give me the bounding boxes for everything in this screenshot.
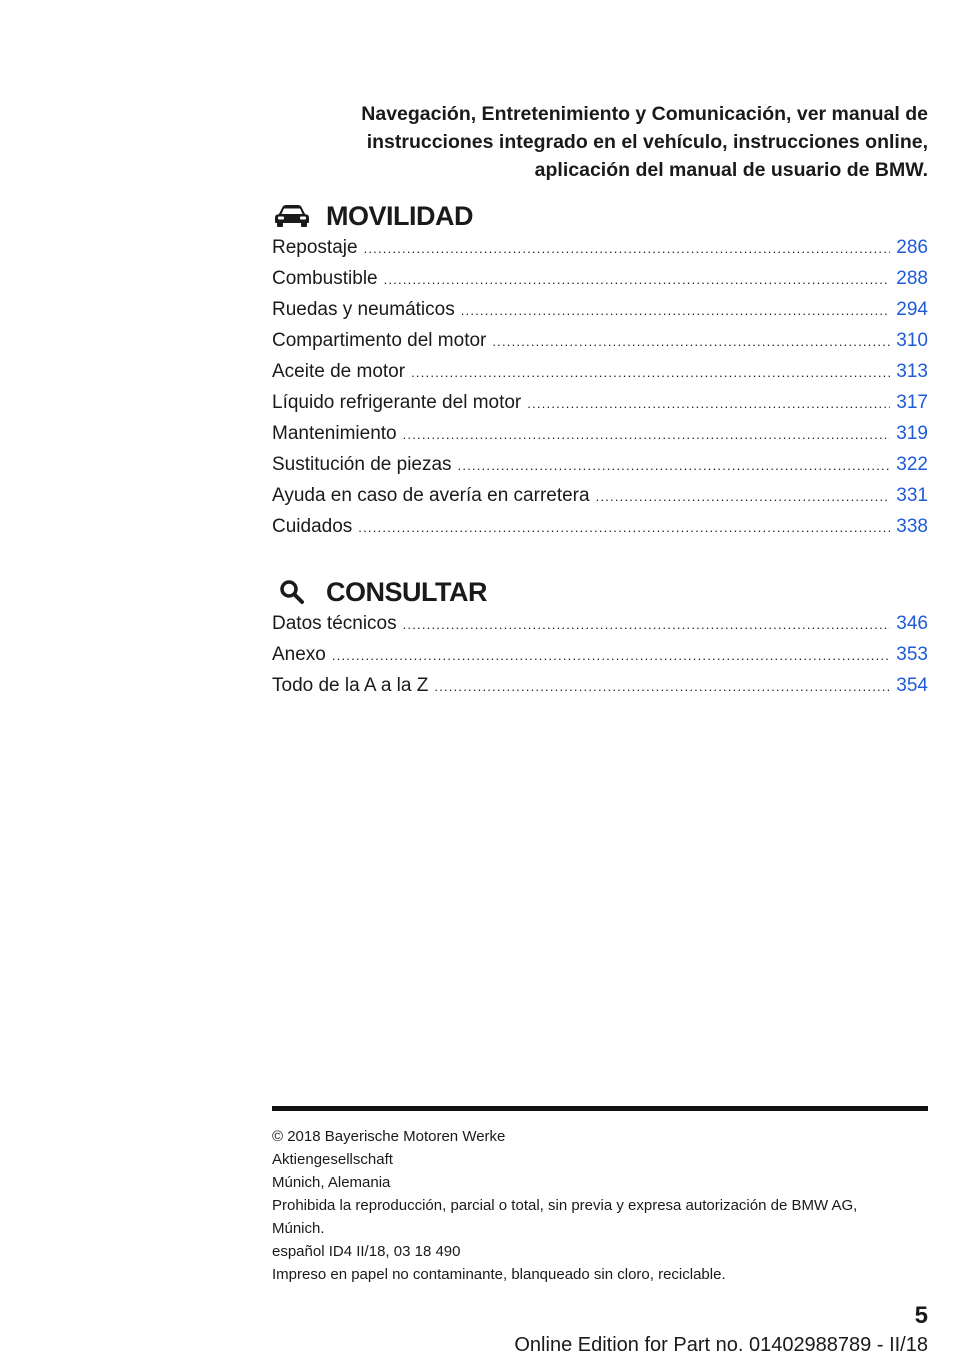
car-icon: [272, 201, 312, 231]
edition-footer: Online Edition for Part no. 01402988789 - II/18: [514, 1334, 928, 1356]
toc-entry-label: Repostaje: [272, 237, 358, 258]
section-heading-consultar: [272, 574, 928, 610]
leader-dots: [596, 489, 891, 504]
toc-page-link[interactable]: 338: [896, 516, 928, 537]
intro-line: Navegación, Entretenimiento y Comunicación, ver manual de: [361, 103, 928, 125]
section-heading-movilidad: [272, 198, 928, 234]
toc-entry-label: Aceite de motor: [272, 361, 406, 382]
imprint: [272, 1125, 928, 1286]
intro-note: [300, 100, 928, 184]
toc-entry-label: Cuidados: [272, 516, 353, 537]
imprint-line: © 2018 Bayerische Motoren Werke: [272, 1128, 506, 1145]
toc-entry-label: Ayuda en caso de avería en carretera: [272, 485, 590, 506]
toc-page-link[interactable]: 317: [896, 392, 928, 413]
section-title: MOVILIDAD: [326, 200, 473, 231]
intro-line: instrucciones integrado en el vehículo, instrucciones online,: [366, 131, 928, 153]
imprint-line: Múnich.: [272, 1220, 325, 1237]
toc-entry-label: Datos técnicos: [272, 613, 397, 634]
toc-entry[interactable]: [272, 644, 928, 675]
toc-page-link[interactable]: 354: [896, 675, 928, 696]
imprint-line: Múnich, Alemania: [272, 1174, 391, 1191]
leader-dots: [332, 648, 890, 663]
toc-page-link[interactable]: 310: [896, 330, 928, 351]
toc-entry[interactable]: [272, 361, 928, 392]
toc-page-link[interactable]: 331: [896, 485, 928, 506]
leader-dots: [384, 272, 891, 287]
toc-entry[interactable]: [272, 392, 928, 423]
leader-dots: [527, 396, 890, 411]
imprint-line: Impreso en papel no contaminante, blanqueado sin cloro, reciclable.: [272, 1266, 726, 1283]
toc-consultar: [272, 613, 928, 706]
leader-dots: [434, 679, 890, 694]
toc-page-link[interactable]: 353: [896, 644, 928, 665]
toc-entry-label: Sustitución de piezas: [272, 454, 452, 475]
toc-entry-label: Compartimento del motor: [272, 330, 487, 351]
toc-entry[interactable]: [272, 454, 928, 485]
toc-page-link[interactable]: 294: [896, 299, 928, 320]
leader-dots: [461, 303, 891, 318]
toc-entry-label: Anexo: [272, 644, 326, 665]
toc-entry-label: Líquido refrigerante del motor: [272, 392, 522, 413]
toc-entry[interactable]: [272, 268, 928, 299]
toc-page-link[interactable]: 322: [896, 454, 928, 475]
toc-entry-label: Ruedas y neumáticos: [272, 299, 455, 320]
leader-dots: [364, 241, 891, 256]
toc-entry-label: Todo de la A a la Z: [272, 675, 429, 696]
toc-entry-label: Mantenimiento: [272, 423, 397, 444]
imprint-line: español ID4 II/18, 03 18 490: [272, 1243, 461, 1260]
toc-page-link[interactable]: 286: [896, 237, 928, 258]
toc-entry[interactable]: [272, 237, 928, 268]
toc-page-link[interactable]: 346: [896, 613, 928, 634]
search-icon: [272, 577, 312, 607]
imprint-line: Prohibida la reproducción, parcial o total, sin previa y expresa autorización de BMW AG,: [272, 1197, 858, 1214]
toc-page-link[interactable]: 313: [896, 361, 928, 382]
footer-divider: [272, 1106, 928, 1111]
section-title: CONSULTAR: [326, 576, 487, 607]
page-number: 5: [914, 1302, 928, 1329]
toc-page-link[interactable]: 288: [896, 268, 928, 289]
leader-dots: [403, 617, 891, 632]
toc-entry[interactable]: [272, 299, 928, 330]
toc-page-link[interactable]: 319: [896, 423, 928, 444]
toc-entry[interactable]: [272, 330, 928, 361]
leader-dots: [492, 334, 890, 349]
leader-dots: [458, 458, 891, 473]
toc-entry[interactable]: [272, 423, 928, 454]
leader-dots: [411, 365, 890, 380]
toc-entry[interactable]: [272, 675, 928, 706]
leader-dots: [403, 427, 891, 442]
toc-entry[interactable]: [272, 613, 928, 644]
imprint-line: Aktiengesellschaft: [272, 1151, 393, 1168]
toc-movilidad: [272, 237, 928, 547]
leader-dots: [358, 520, 890, 535]
toc-entry[interactable]: [272, 485, 928, 516]
toc-entry-label: Combustible: [272, 268, 378, 289]
toc-entry[interactable]: [272, 516, 928, 547]
intro-line: aplicación del manual de usuario de BMW.: [534, 159, 928, 181]
